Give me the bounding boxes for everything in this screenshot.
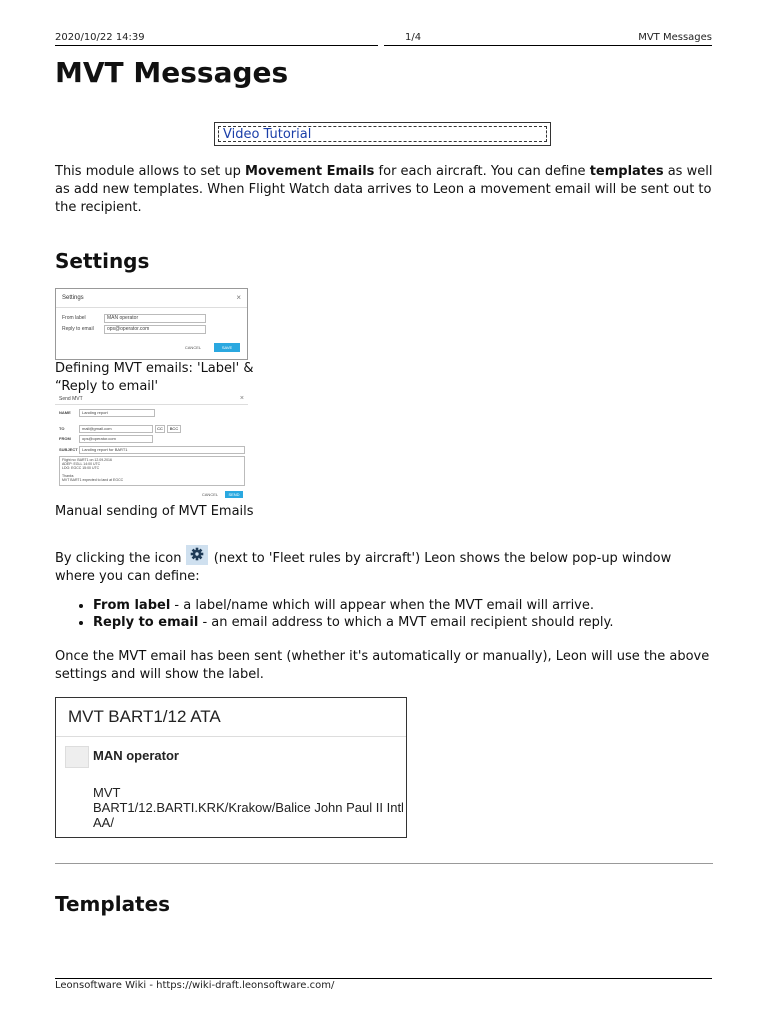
header-datetime: 2020/10/22 14:39: [55, 32, 145, 43]
by-clicking-text-1: By clicking the icon: [55, 551, 186, 566]
by-clicking-text-2: (next to 'Fleet rules by aircraft') Leon shows the below pop-up window where you can define:: [55, 551, 672, 584]
send-caption: Manual sending of MVT Emails: [55, 504, 254, 519]
send-subject-label: SUBJECT: [59, 447, 78, 452]
send-from-label: FROM: [59, 436, 71, 441]
intro-bold-movement-emails: Movement Emails: [245, 164, 375, 179]
bullet-term: From label: [93, 598, 171, 613]
settings-bullet-list: [75, 597, 614, 631]
header-page-number: 1/4: [405, 32, 422, 43]
settings-save-button: SAVE: [214, 343, 240, 352]
send-from-field: [79, 435, 153, 443]
mvt-email-subject: MVT BART1/12 ATA: [68, 707, 221, 726]
settings-caption: Defining MVT emails: 'Label' & “Reply to email': [55, 361, 254, 394]
send-dialog-title: Send MVT: [59, 396, 83, 402]
header-rule-gap: [378, 44, 384, 47]
send-bcc-button: BCC: [167, 425, 181, 433]
send-to-value: mail@gmail.com: [82, 426, 112, 431]
video-tutorial-link[interactable]: Video Tutorial: [223, 127, 312, 142]
send-from-value: ops@operator.com: [82, 436, 116, 441]
send-subject-field: [79, 446, 245, 454]
intro-text-3: as well as add new templates. When Flight Watch data arrives to Leon a movement email will be sent out to the recipient.: [55, 164, 713, 215]
mvt-body-line: MVT: [93, 785, 121, 800]
mvt-email-screenshot[interactable]: [55, 697, 407, 838]
dialog-divider: [56, 307, 247, 308]
send-cancel-button: CANCEL: [201, 492, 219, 497]
send-send-button: SEND: [225, 491, 243, 498]
avatar: [65, 746, 89, 768]
mvt-email-divider: [56, 736, 406, 737]
send-mvt-dialog-screenshot[interactable]: [55, 395, 248, 502]
reply-to-value: ops@operator.com: [107, 326, 150, 332]
page-footer: Leonsoftware Wiki - https://wiki-draft.leonsoftware.com/: [55, 980, 335, 991]
close-icon: ×: [236, 293, 241, 302]
mvt-email-body: [93, 785, 404, 830]
send-body-field: [59, 456, 245, 486]
section-divider: [55, 863, 713, 864]
send-name-label: NAME: [59, 410, 71, 415]
send-close-icon: ×: [239, 395, 244, 402]
intro-bold-templates: templates: [589, 164, 664, 179]
templates-heading: Templates: [55, 892, 171, 916]
intro-text-1: This module allows to set up: [55, 164, 246, 179]
body-line: ADEP: EGLL 14:00 UTC: [62, 462, 101, 466]
body-line: Flight no: BART1 on 12.09.2016: [62, 458, 112, 462]
settings-cancel-button: CANCEL: [184, 345, 202, 350]
video-tutorial-box[interactable]: [214, 122, 551, 146]
send-body-text: [62, 458, 123, 482]
send-to-field: [79, 425, 153, 433]
body-line: MVT BART1 expected to land at EGCC: [62, 478, 124, 482]
page-title: MVT Messages: [55, 56, 289, 89]
bullet-description: - a label/name which will appear when the MVT email will arrive.: [170, 598, 595, 613]
mvt-body-line: BART1/12.BARTI.KRK/Krakow/Balice John Paul II Intl: [93, 800, 404, 815]
from-label-value: MAN operator: [107, 315, 139, 321]
send-cc-button: CC: [155, 425, 165, 433]
footer-rule: [55, 978, 712, 979]
settings-dialog-title: Settings: [62, 295, 84, 301]
mvt-email-sender: MAN operator: [93, 748, 179, 763]
header-doc-title: MVT Messages: [638, 32, 712, 43]
gear-icon: [186, 545, 208, 565]
intro-paragraph: [55, 163, 715, 217]
mvt-body-line: AA/: [93, 815, 114, 830]
reply-to-field: [104, 325, 206, 334]
from-label-text: From label: [62, 315, 86, 321]
body-line: LDG: EGCC 15:00 UTC: [62, 466, 100, 470]
once-sent-paragraph: Once the MVT email has been sent (whether it's automatically or manually), Leon will use the above settings and will show the label.: [55, 649, 710, 682]
list-item: [93, 614, 614, 631]
intro-text-2: for each aircraft. You can define: [374, 164, 590, 179]
reply-to-label-text: Reply to email: [62, 326, 94, 332]
settings-dialog-screenshot[interactable]: [55, 288, 248, 360]
by-clicking-paragraph: [55, 545, 715, 586]
send-name-value: Landing report: [82, 410, 108, 415]
send-subject-value: Landing report for BART1: [82, 447, 128, 452]
body-line: Thanks: [62, 474, 74, 478]
settings-heading: Settings: [55, 249, 150, 273]
from-label-field: [104, 314, 206, 323]
send-dialog-divider: [55, 404, 248, 405]
list-item: [93, 597, 614, 614]
bullet-description: - an email address to which a MVT email recipient should reply.: [198, 615, 614, 630]
bullet-term: Reply to email: [93, 615, 199, 630]
send-to-label: TO: [59, 426, 65, 431]
send-name-field: [79, 409, 155, 417]
